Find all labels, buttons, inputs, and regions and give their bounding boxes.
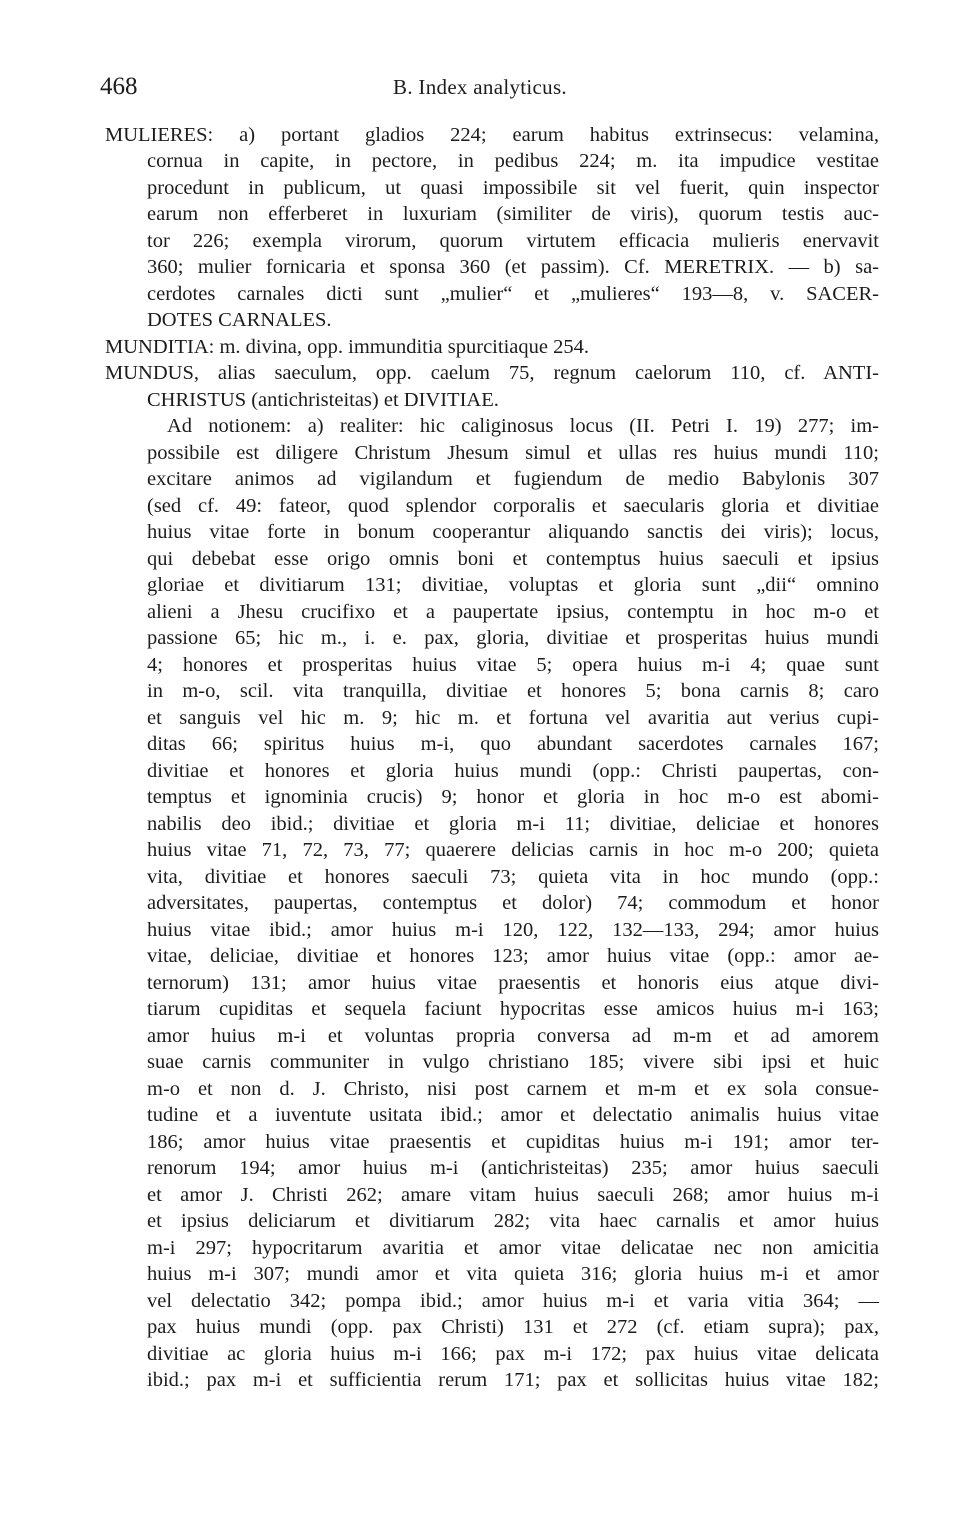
text-line: 186; amor huius vitae praesentis et cupiditas huius m-i 191; amor ter- [147, 1131, 879, 1153]
text-line: huius m-i 307; mundi amor et vita quieta 316; gloria huius m-i et amor [147, 1263, 879, 1285]
text-line: tor 226; exempla virorum, quorum virtutem efficacia mulieris enervavit [147, 230, 879, 252]
text-line: huius vitae ibid.; amor huius m-i 120, 122, 132—133, 294; amor huius [147, 919, 879, 941]
text-line: ibid.; pax m-i et sufficientia rerum 171; pax et sollicitas huius vitae 182; [147, 1369, 879, 1391]
text-line: nabilis deo ibid.; divitiae et gloria m-i 11; divitiae, deliciae et honores [147, 813, 879, 835]
text-line: excitare animos ad vigilandum et fugiendum de medio Babylonis 307 [147, 468, 879, 490]
text-line: et amor J. Christi 262; amare vitam huius saeculi 268; amor huius m-i [147, 1184, 879, 1206]
text-line: ditas 66; spiritus huius m-i, quo abundant sacerdotes carnales 167; [147, 733, 879, 755]
text-line: earum non efferberet in luxuriam (similiter de viris), quorum testis auc- [147, 203, 879, 225]
text-line: vita, divitiae et honores saeculi 73; quieta vita in hoc mundo (opp.: [147, 866, 879, 888]
text-line: MUNDUS, alias saeculum, opp. caelum 75, regnum caelorum 110, cf. ANTI- [105, 362, 879, 384]
running-head: B. Index analyticus. [393, 75, 567, 99]
text-line: (sed cf. 49: fateor, quod splendor corporalis et saecularis gloria et divitiae [147, 495, 879, 517]
page-number: 468 [100, 73, 138, 100]
text-line: suae carnis communiter in vulgo christiano 185; vivere sibi ipsi et huic [147, 1051, 879, 1073]
text-line: alieni a Jhesu crucifixo et a paupertate ipsius, contemptu in hoc m-o et [147, 601, 879, 623]
text-line: m-i 297; hypocritarum avaritia et amor vitae delicatae nec non amicitia [147, 1237, 879, 1259]
text-line: MUNDITIA: m. divina, opp. immunditia spurcitiaque 254. [105, 336, 589, 358]
text-line: renorum 194; amor huius m-i (antichristeitas) 235; amor huius saeculi [147, 1157, 879, 1179]
text-line: in m-o, scil. vita tranquilla, divitiae et honores 5; bona carnis 8; caro [147, 680, 879, 702]
text-line: pax huius mundi (opp. pax Christi) 131 et 272 (cf. etiam supra); pax, [147, 1316, 879, 1338]
text-line: cerdotes carnales dicti sunt „mulier“ et „mulieres“ 193—8, v. SACER- [147, 283, 879, 305]
text-line: DOTES CARNALES. [147, 309, 332, 331]
text-line: passione 65; hic m., i. e. pax, gloria, divitiae et prosperitas huius mundi [147, 627, 879, 649]
text-line: CHRISTUS (antichristeitas) et DIVITIAE. [147, 389, 499, 411]
text-line: tudine et a iuventute usitata ibid.; amor et delectatio animalis huius vitae [147, 1104, 879, 1126]
text-line: et sanguis vel hic m. 9; hic m. et fortuna vel avaritia aut verius cupi- [147, 707, 879, 729]
text-line: huius vitae forte in bonum cooperantur aliquando sanctis dei viris); locus, [147, 521, 879, 543]
text-line: divitiae et honores et gloria huius mundi (opp.: Christi paupertas, con- [147, 760, 879, 782]
text-line: procedunt in publicum, ut quasi impossibile sit vel fuerit, quin inspector [147, 177, 879, 199]
text-line: huius vitae 71, 72, 73, 77; quaerere delicias carnis in hoc m-o 200; quieta [147, 839, 879, 861]
text-line: amor huius m-i et voluntas propria conversa ad m-m et ad amorem [147, 1025, 879, 1047]
text-line: 4; honores et prosperitas huius vitae 5; opera huius m-i 4; quae sunt [147, 654, 879, 676]
page-header [0, 70, 960, 104]
text-line: ternorum) 131; amor huius vitae praesentis et honoris eius atque divi- [147, 972, 879, 994]
text-line: vel delectatio 342; pompa ibid.; amor huius m-i et varia vitia 364; — [147, 1290, 879, 1312]
text-line: tiarum cupiditas et sequela faciunt hypocritas esse amicos huius m-i 163; [147, 998, 879, 1020]
text-line: et ipsius deliciarum et divitiarum 282; vita haec carnalis et amor huius [147, 1210, 879, 1232]
text-line: m-o et non d. J. Christo, nisi post carnem et m-m et ex sola consue- [147, 1078, 879, 1100]
text-line: MULIERES: a) portant gladios 224; earum habitus extrinsecus: velamina, [105, 124, 879, 146]
text-line: divitiae ac gloria huius m-i 166; pax m-i 172; pax huius vitae delicata [147, 1343, 879, 1365]
text-line: possibile est diligere Christum Jhesum simul et ullas res huius mundi 110; [147, 442, 879, 464]
text-line: qui debebat esse origo omnis boni et contemptus huius saeculi et ipsius [147, 548, 879, 570]
text-line: gloriae et divitiarum 131; divitiae, voluptas et gloria sunt „dii“ omnino [147, 574, 879, 596]
text-line: 360; mulier fornicaria et sponsa 360 (et passim). Cf. MERETRIX. — b) sa- [147, 256, 879, 278]
text-line: temptus et ignominia crucis) 9; honor et gloria in hoc m-o est abomi- [147, 786, 879, 808]
text-line: Ad notionem: a) realiter: hic caliginosus locus (II. Petri I. 19) 277; im- [167, 415, 879, 437]
text-line: adversitates, paupertas, contemptus et dolor) 74; commodum et honor [147, 892, 879, 914]
text-line: vitae, deliciae, divitiae et honores 123; amor huius vitae (opp.: amor ae- [147, 945, 879, 967]
text-line: cornua in capite, in pectore, in pedibus 224; m. ita impudice vestitae [147, 150, 879, 172]
